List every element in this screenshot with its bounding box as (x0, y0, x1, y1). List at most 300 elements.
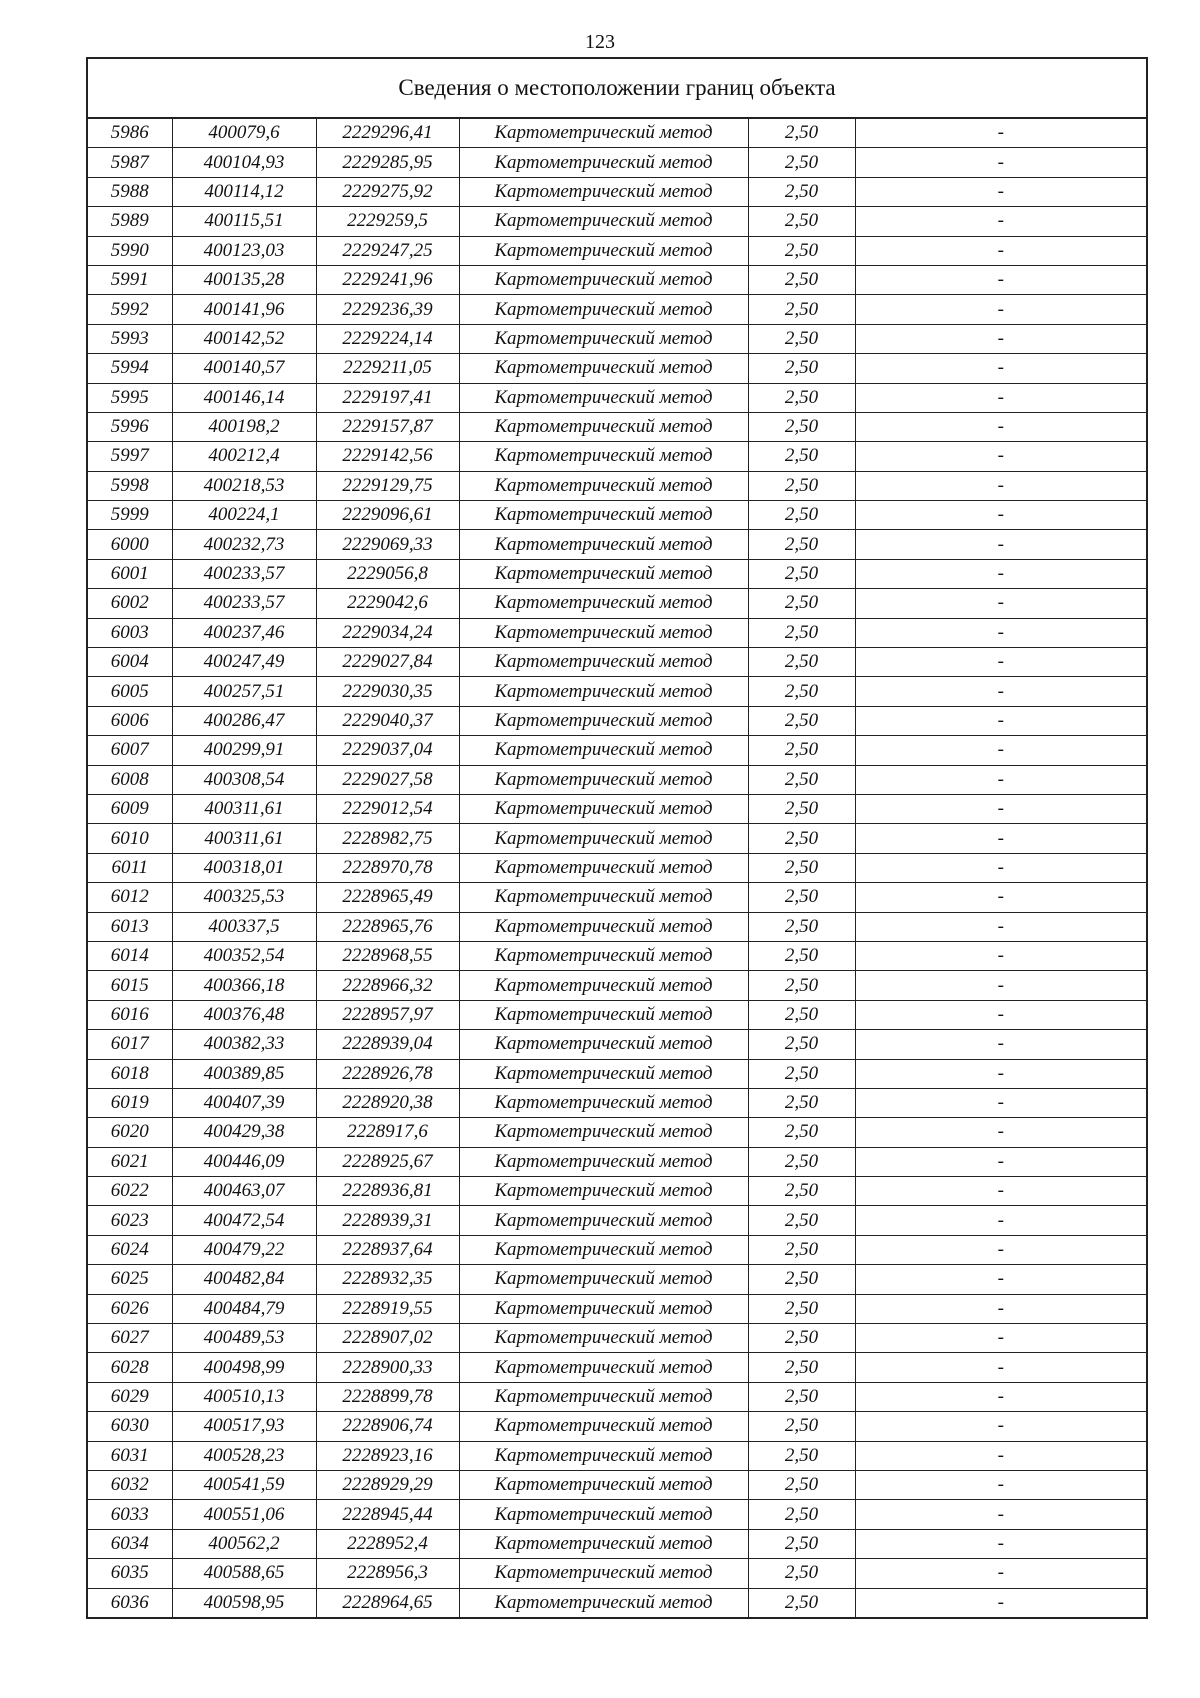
x-coordinate-cell: 400489,53 (172, 1324, 316, 1353)
x-coordinate-cell: 400510,13 (172, 1382, 316, 1411)
table-row (87, 1265, 1147, 1294)
x-coordinate-cell: 400588,65 (172, 1559, 316, 1588)
method-cell: Картометрический метод (459, 677, 748, 706)
x-coordinate-cell: 400472,54 (172, 1206, 316, 1235)
y-coordinate-cell: 2228966,32 (316, 971, 459, 1000)
point-number-cell: 6021 (87, 1147, 172, 1176)
method-cell: Картометрический метод (459, 1177, 748, 1206)
accuracy-cell: 2,50 (748, 589, 855, 618)
description-cell: - (855, 324, 1147, 353)
x-coordinate-cell: 400212,4 (172, 442, 316, 471)
y-coordinate-cell: 2229285,95 (316, 148, 459, 177)
accuracy-cell: 2,50 (748, 118, 855, 148)
point-number-cell: 6022 (87, 1177, 172, 1206)
accuracy-cell: 2,50 (748, 618, 855, 647)
point-number-cell: 6031 (87, 1441, 172, 1470)
point-number-cell: 6005 (87, 677, 172, 706)
description-cell: - (855, 1294, 1147, 1323)
y-coordinate-cell: 2228919,55 (316, 1294, 459, 1323)
table-row (87, 618, 1147, 647)
y-coordinate-cell: 2229142,56 (316, 442, 459, 471)
method-cell: Картометрический метод (459, 1529, 748, 1558)
accuracy-cell: 2,50 (748, 1324, 855, 1353)
method-cell: Картометрический метод (459, 295, 748, 324)
x-coordinate-cell: 400528,23 (172, 1441, 316, 1470)
x-coordinate-cell: 400257,51 (172, 677, 316, 706)
method-cell: Картометрический метод (459, 177, 748, 206)
accuracy-cell: 2,50 (748, 471, 855, 500)
accuracy-cell: 2,50 (748, 1235, 855, 1264)
table-row (87, 941, 1147, 970)
x-coordinate-cell: 400517,93 (172, 1412, 316, 1441)
y-coordinate-cell: 2228906,74 (316, 1412, 459, 1441)
table-row (87, 1412, 1147, 1441)
y-coordinate-cell: 2228917,6 (316, 1118, 459, 1147)
y-coordinate-cell: 2229027,84 (316, 648, 459, 677)
table-row (87, 912, 1147, 941)
x-coordinate-cell: 400104,93 (172, 148, 316, 177)
method-cell: Картометрический метод (459, 1235, 748, 1264)
table-row (87, 1559, 1147, 1588)
table-row (87, 971, 1147, 1000)
table-row (87, 736, 1147, 765)
method-cell: Картометрический метод (459, 912, 748, 941)
y-coordinate-cell: 2229247,25 (316, 236, 459, 265)
y-coordinate-cell: 2228937,64 (316, 1235, 459, 1264)
method-cell: Картометрический метод (459, 941, 748, 970)
table-row (87, 383, 1147, 412)
description-cell: - (855, 1324, 1147, 1353)
method-cell: Картометрический метод (459, 354, 748, 383)
description-cell: - (855, 354, 1147, 383)
accuracy-cell: 2,50 (748, 883, 855, 912)
y-coordinate-cell: 2228920,38 (316, 1088, 459, 1117)
x-coordinate-cell: 400233,57 (172, 559, 316, 588)
accuracy-cell: 2,50 (748, 1265, 855, 1294)
table-row (87, 794, 1147, 823)
x-coordinate-cell: 400382,33 (172, 1030, 316, 1059)
x-coordinate-cell: 400142,52 (172, 324, 316, 353)
point-number-cell: 5992 (87, 295, 172, 324)
description-cell: - (855, 824, 1147, 853)
point-number-cell: 5998 (87, 471, 172, 500)
x-coordinate-cell: 400311,61 (172, 824, 316, 853)
accuracy-cell: 2,50 (748, 1030, 855, 1059)
description-cell: - (855, 383, 1147, 412)
description-cell: - (855, 941, 1147, 970)
x-coordinate-cell: 400140,57 (172, 354, 316, 383)
method-cell: Картометрический метод (459, 1559, 748, 1588)
x-coordinate-cell: 400218,53 (172, 471, 316, 500)
y-coordinate-cell: 2228929,29 (316, 1470, 459, 1499)
point-number-cell: 6013 (87, 912, 172, 941)
x-coordinate-cell: 400123,03 (172, 236, 316, 265)
description-cell: - (855, 706, 1147, 735)
y-coordinate-cell: 2229056,8 (316, 559, 459, 588)
table-body (87, 58, 1147, 1618)
method-cell: Картометрический метод (459, 736, 748, 765)
description-cell: - (855, 501, 1147, 530)
accuracy-cell: 2,50 (748, 1118, 855, 1147)
point-number-cell: 6018 (87, 1059, 172, 1088)
x-coordinate-cell: 400198,2 (172, 412, 316, 441)
method-cell: Картометрический метод (459, 589, 748, 618)
description-cell: - (855, 1088, 1147, 1117)
y-coordinate-cell: 2229040,37 (316, 706, 459, 735)
y-coordinate-cell: 2229096,61 (316, 501, 459, 530)
y-coordinate-cell: 2228945,44 (316, 1500, 459, 1529)
accuracy-cell: 2,50 (748, 794, 855, 823)
point-number-cell: 6027 (87, 1324, 172, 1353)
accuracy-cell: 2,50 (748, 1559, 855, 1588)
description-cell: - (855, 618, 1147, 647)
table-row (87, 265, 1147, 294)
method-cell: Картометрический метод (459, 1088, 748, 1117)
accuracy-cell: 2,50 (748, 530, 855, 559)
accuracy-cell: 2,50 (748, 559, 855, 588)
point-number-cell: 5989 (87, 207, 172, 236)
y-coordinate-cell: 2229259,5 (316, 207, 459, 236)
accuracy-cell: 2,50 (748, 1441, 855, 1470)
description-cell: - (855, 1588, 1147, 1618)
point-number-cell: 6035 (87, 1559, 172, 1588)
accuracy-cell: 2,50 (748, 265, 855, 294)
table-row (87, 1324, 1147, 1353)
accuracy-cell: 2,50 (748, 648, 855, 677)
accuracy-cell: 2,50 (748, 941, 855, 970)
y-coordinate-cell: 2228939,04 (316, 1030, 459, 1059)
point-number-cell: 6025 (87, 1265, 172, 1294)
description-cell: - (855, 853, 1147, 882)
description-cell: - (855, 765, 1147, 794)
point-number-cell: 6001 (87, 559, 172, 588)
table-row (87, 648, 1147, 677)
point-number-cell: 6004 (87, 648, 172, 677)
table-row (87, 501, 1147, 530)
method-cell: Картометрический метод (459, 1324, 748, 1353)
table-row (87, 1500, 1147, 1529)
x-coordinate-cell: 400115,51 (172, 207, 316, 236)
x-coordinate-cell: 400463,07 (172, 1177, 316, 1206)
table-row (87, 118, 1147, 148)
boundary-coordinates-table (86, 57, 1148, 1619)
point-number-cell: 5996 (87, 412, 172, 441)
point-number-cell: 6019 (87, 1088, 172, 1117)
method-cell: Картометрический метод (459, 530, 748, 559)
point-number-cell: 5991 (87, 265, 172, 294)
x-coordinate-cell: 400389,85 (172, 1059, 316, 1088)
y-coordinate-cell: 2229211,05 (316, 354, 459, 383)
x-coordinate-cell: 400429,38 (172, 1118, 316, 1147)
description-cell: - (855, 677, 1147, 706)
x-coordinate-cell: 400237,46 (172, 618, 316, 647)
point-number-cell: 5987 (87, 148, 172, 177)
accuracy-cell: 2,50 (748, 1206, 855, 1235)
y-coordinate-cell: 2229275,92 (316, 177, 459, 206)
y-coordinate-cell: 2228965,49 (316, 883, 459, 912)
method-cell: Картометрический метод (459, 118, 748, 148)
x-coordinate-cell: 400446,09 (172, 1147, 316, 1176)
point-number-cell: 6011 (87, 853, 172, 882)
point-number-cell: 5999 (87, 501, 172, 530)
method-cell: Картометрический метод (459, 1265, 748, 1294)
table-row (87, 1059, 1147, 1088)
x-coordinate-cell: 400311,61 (172, 794, 316, 823)
table-row (87, 1353, 1147, 1382)
x-coordinate-cell: 400247,49 (172, 648, 316, 677)
y-coordinate-cell: 2229034,24 (316, 618, 459, 647)
point-number-cell: 5988 (87, 177, 172, 206)
accuracy-cell: 2,50 (748, 765, 855, 794)
x-coordinate-cell: 400541,59 (172, 1470, 316, 1499)
accuracy-cell: 2,50 (748, 824, 855, 853)
y-coordinate-cell: 2228964,65 (316, 1588, 459, 1618)
description-cell: - (855, 971, 1147, 1000)
accuracy-cell: 2,50 (748, 706, 855, 735)
y-coordinate-cell: 2228925,67 (316, 1147, 459, 1176)
point-number-cell: 6032 (87, 1470, 172, 1499)
table-header-row (87, 58, 1147, 118)
table-row (87, 677, 1147, 706)
method-cell: Картометрический метод (459, 706, 748, 735)
description-cell: - (855, 1206, 1147, 1235)
x-coordinate-cell: 400352,54 (172, 941, 316, 970)
table-row (87, 442, 1147, 471)
description-cell: - (855, 1412, 1147, 1441)
y-coordinate-cell: 2228926,78 (316, 1059, 459, 1088)
point-number-cell: 6023 (87, 1206, 172, 1235)
accuracy-cell: 2,50 (748, 1500, 855, 1529)
table-row (87, 1382, 1147, 1411)
point-number-cell: 6029 (87, 1382, 172, 1411)
accuracy-cell: 2,50 (748, 1412, 855, 1441)
x-coordinate-cell: 400366,18 (172, 971, 316, 1000)
x-coordinate-cell: 400318,01 (172, 853, 316, 882)
method-cell: Картометрический метод (459, 765, 748, 794)
description-cell: - (855, 1382, 1147, 1411)
x-coordinate-cell: 400146,14 (172, 383, 316, 412)
y-coordinate-cell: 2228982,75 (316, 824, 459, 853)
method-cell: Картометрический метод (459, 618, 748, 647)
table-row (87, 1088, 1147, 1117)
accuracy-cell: 2,50 (748, 1088, 855, 1117)
table-row (87, 1118, 1147, 1147)
y-coordinate-cell: 2228923,16 (316, 1441, 459, 1470)
point-number-cell: 5997 (87, 442, 172, 471)
accuracy-cell: 2,50 (748, 1147, 855, 1176)
accuracy-cell: 2,50 (748, 912, 855, 941)
accuracy-cell: 2,50 (748, 412, 855, 441)
point-number-cell: 6002 (87, 589, 172, 618)
method-cell: Картометрический метод (459, 1147, 748, 1176)
table-row (87, 853, 1147, 882)
table-row (87, 412, 1147, 441)
table-row (87, 1294, 1147, 1323)
method-cell: Картометрический метод (459, 265, 748, 294)
table-row (87, 1206, 1147, 1235)
method-cell: Картометрический метод (459, 1470, 748, 1499)
y-coordinate-cell: 2228970,78 (316, 853, 459, 882)
x-coordinate-cell: 400407,39 (172, 1088, 316, 1117)
table-row (87, 207, 1147, 236)
table-row (87, 236, 1147, 265)
description-cell: - (855, 1235, 1147, 1264)
x-coordinate-cell: 400079,6 (172, 118, 316, 148)
table-row (87, 177, 1147, 206)
accuracy-cell: 2,50 (748, 354, 855, 383)
accuracy-cell: 2,50 (748, 1529, 855, 1558)
x-coordinate-cell: 400484,79 (172, 1294, 316, 1323)
accuracy-cell: 2,50 (748, 677, 855, 706)
x-coordinate-cell: 400233,57 (172, 589, 316, 618)
point-number-cell: 6028 (87, 1353, 172, 1382)
table-row (87, 1470, 1147, 1499)
description-cell: - (855, 794, 1147, 823)
point-number-cell: 6010 (87, 824, 172, 853)
description-cell: - (855, 1000, 1147, 1029)
y-coordinate-cell: 2228939,31 (316, 1206, 459, 1235)
description-cell: - (855, 236, 1147, 265)
x-coordinate-cell: 400114,12 (172, 177, 316, 206)
method-cell: Картометрический метод (459, 853, 748, 882)
accuracy-cell: 2,50 (748, 236, 855, 265)
table-row (87, 1588, 1147, 1618)
description-cell: - (855, 1030, 1147, 1059)
table-row (87, 1177, 1147, 1206)
accuracy-cell: 2,50 (748, 1000, 855, 1029)
description-cell: - (855, 1470, 1147, 1499)
method-cell: Картометрический метод (459, 1588, 748, 1618)
method-cell: Картометрический метод (459, 648, 748, 677)
method-cell: Картометрический метод (459, 236, 748, 265)
y-coordinate-cell: 2228907,02 (316, 1324, 459, 1353)
accuracy-cell: 2,50 (748, 853, 855, 882)
accuracy-cell: 2,50 (748, 207, 855, 236)
table-row (87, 824, 1147, 853)
method-cell: Картометрический метод (459, 971, 748, 1000)
y-coordinate-cell: 2229296,41 (316, 118, 459, 148)
y-coordinate-cell: 2228900,33 (316, 1353, 459, 1382)
table-row (87, 324, 1147, 353)
description-cell: - (855, 1529, 1147, 1558)
x-coordinate-cell: 400325,53 (172, 883, 316, 912)
point-number-cell: 6015 (87, 971, 172, 1000)
point-number-cell: 6003 (87, 618, 172, 647)
table-row (87, 559, 1147, 588)
point-number-cell: 6020 (87, 1118, 172, 1147)
y-coordinate-cell: 2229157,87 (316, 412, 459, 441)
description-cell: - (855, 912, 1147, 941)
point-number-cell: 6017 (87, 1030, 172, 1059)
y-coordinate-cell: 2229012,54 (316, 794, 459, 823)
method-cell: Картометрический метод (459, 1412, 748, 1441)
accuracy-cell: 2,50 (748, 324, 855, 353)
method-cell: Картометрический метод (459, 148, 748, 177)
description-cell: - (855, 559, 1147, 588)
description-cell: - (855, 589, 1147, 618)
method-cell: Картометрический метод (459, 412, 748, 441)
point-number-cell: 6009 (87, 794, 172, 823)
x-coordinate-cell: 400498,99 (172, 1353, 316, 1382)
point-number-cell: 6008 (87, 765, 172, 794)
accuracy-cell: 2,50 (748, 148, 855, 177)
y-coordinate-cell: 2228957,97 (316, 1000, 459, 1029)
method-cell: Картометрический метод (459, 1500, 748, 1529)
y-coordinate-cell: 2228932,35 (316, 1265, 459, 1294)
method-cell: Картометрический метод (459, 1000, 748, 1029)
description-cell: - (855, 530, 1147, 559)
table-title: Сведения о местоположении границ объекта (87, 58, 1147, 118)
description-cell: - (855, 736, 1147, 765)
method-cell: Картометрический метод (459, 383, 748, 412)
accuracy-cell: 2,50 (748, 501, 855, 530)
y-coordinate-cell: 2228899,78 (316, 1382, 459, 1411)
accuracy-cell: 2,50 (748, 1588, 855, 1618)
method-cell: Картометрический метод (459, 1206, 748, 1235)
accuracy-cell: 2,50 (748, 442, 855, 471)
point-number-cell: 6030 (87, 1412, 172, 1441)
y-coordinate-cell: 2229037,04 (316, 736, 459, 765)
description-cell: - (855, 442, 1147, 471)
method-cell: Картометрический метод (459, 207, 748, 236)
point-number-cell: 5994 (87, 354, 172, 383)
y-coordinate-cell: 2229224,14 (316, 324, 459, 353)
accuracy-cell: 2,50 (748, 971, 855, 1000)
y-coordinate-cell: 2229030,35 (316, 677, 459, 706)
accuracy-cell: 2,50 (748, 1470, 855, 1499)
accuracy-cell: 2,50 (748, 1382, 855, 1411)
accuracy-cell: 2,50 (748, 383, 855, 412)
x-coordinate-cell: 400551,06 (172, 1500, 316, 1529)
description-cell: - (855, 883, 1147, 912)
x-coordinate-cell: 400224,1 (172, 501, 316, 530)
method-cell: Картометрический метод (459, 1382, 748, 1411)
method-cell: Картометрический метод (459, 794, 748, 823)
method-cell: Картометрический метод (459, 1118, 748, 1147)
table-row (87, 1030, 1147, 1059)
table-row (87, 1235, 1147, 1264)
description-cell: - (855, 1500, 1147, 1529)
y-coordinate-cell: 2229241,96 (316, 265, 459, 294)
description-cell: - (855, 118, 1147, 148)
point-number-cell: 6014 (87, 941, 172, 970)
point-number-cell: 5990 (87, 236, 172, 265)
table-row (87, 148, 1147, 177)
y-coordinate-cell: 2229197,41 (316, 383, 459, 412)
x-coordinate-cell: 400135,28 (172, 265, 316, 294)
accuracy-cell: 2,50 (748, 1177, 855, 1206)
description-cell: - (855, 1118, 1147, 1147)
table-row (87, 530, 1147, 559)
description-cell: - (855, 471, 1147, 500)
method-cell: Картометрический метод (459, 471, 748, 500)
x-coordinate-cell: 400482,84 (172, 1265, 316, 1294)
description-cell: - (855, 295, 1147, 324)
accuracy-cell: 2,50 (748, 1059, 855, 1088)
x-coordinate-cell: 400308,54 (172, 765, 316, 794)
point-number-cell: 6024 (87, 1235, 172, 1264)
y-coordinate-cell: 2229129,75 (316, 471, 459, 500)
y-coordinate-cell: 2228968,55 (316, 941, 459, 970)
table-row (87, 1529, 1147, 1558)
point-number-cell: 5993 (87, 324, 172, 353)
point-number-cell: 6016 (87, 1000, 172, 1029)
table-row (87, 765, 1147, 794)
description-cell: - (855, 1441, 1147, 1470)
y-coordinate-cell: 2228936,81 (316, 1177, 459, 1206)
method-cell: Картометрический метод (459, 883, 748, 912)
method-cell: Картометрический метод (459, 559, 748, 588)
